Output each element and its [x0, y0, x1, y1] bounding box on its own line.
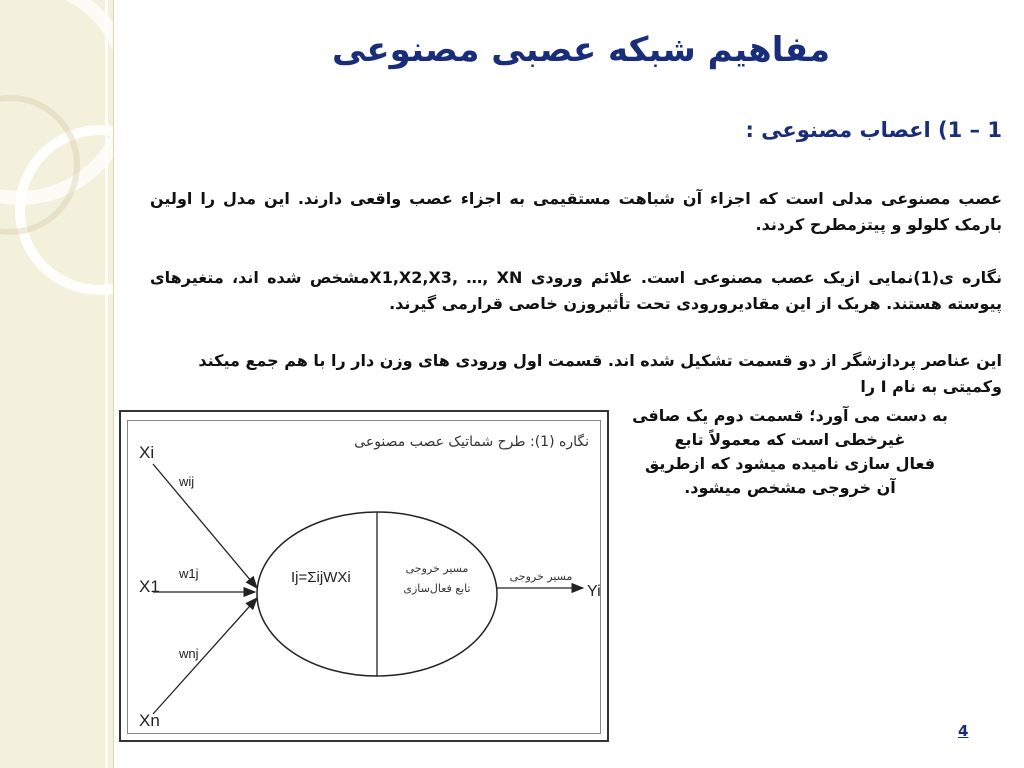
input-arrow [153, 464, 257, 588]
input-label: Xi [139, 443, 155, 462]
decorative-line [105, 0, 108, 768]
summation-label: Ij=ΣijWXi [291, 569, 351, 586]
paragraph-processing-line1: این عناصر پردازشگر از دو قسمت تشکیل شده اند. قسمت اول ورودی های وزن دار را با هم جمع میکند [198, 351, 1002, 370]
decorative-left-band [0, 0, 114, 768]
side-line: آن خروجی مشخص میشود. [684, 478, 896, 497]
paragraph-side-text [620, 404, 960, 500]
section-heading: 1 – 1) اعصاب مصنوعی : [745, 118, 1002, 142]
neuron-figure [119, 410, 609, 742]
side-line: فعال سازی نامیده میشود که ازطریق [644, 454, 936, 473]
weight-label: wnj [179, 646, 199, 661]
activation-label: مسیر خروجی [405, 562, 469, 575]
paragraph-processing [150, 348, 1002, 400]
paragraph-definition: عصب مصنوعی مدلی است که اجزاء آن شباهت مستقیمی به اجزاء عصب واقعی دارند. این مدل را اولین بارمک کلولو و پیتزمطرح کردند. [150, 189, 1002, 234]
input-label: X1 [139, 577, 160, 596]
slide-title: مفاهیم شبکه عصبی مصنوعی [332, 30, 830, 70]
neuron-diagram [121, 412, 611, 744]
weight-label: wij [179, 474, 195, 489]
input-label: Xn [139, 711, 160, 730]
paragraph-processing-line2: وکمیتی به نام I را [860, 377, 1002, 396]
figure-caption: نگاره (1): طرح شماتیک عصب مصنوعی [354, 434, 589, 450]
paragraph-inputs: نگاره ی(1)نمایی ازیک عصب مصنوعی است. علائم ورودی X1,X2,X3, …, XNمشخص شده اند، متغیرهای پیوسته هستند. هریک از این مقادیرورودی تحت تأثیروزن خاصی قرارمی گیرند. [150, 268, 1002, 313]
input-arrow [153, 598, 257, 714]
page-number[interactable]: 4 [958, 722, 969, 740]
weight-label: w1j [179, 566, 199, 581]
side-line: به دست می آورد؛ قسمت دوم یک صافی [632, 406, 948, 425]
activation-label: تابع فعال‌سازی [403, 582, 471, 595]
output-label: Yi [587, 583, 601, 600]
output-path-label: مسیر خروجی [509, 570, 573, 583]
side-line: غیرخطی است که معمولاً تابع [674, 430, 906, 449]
